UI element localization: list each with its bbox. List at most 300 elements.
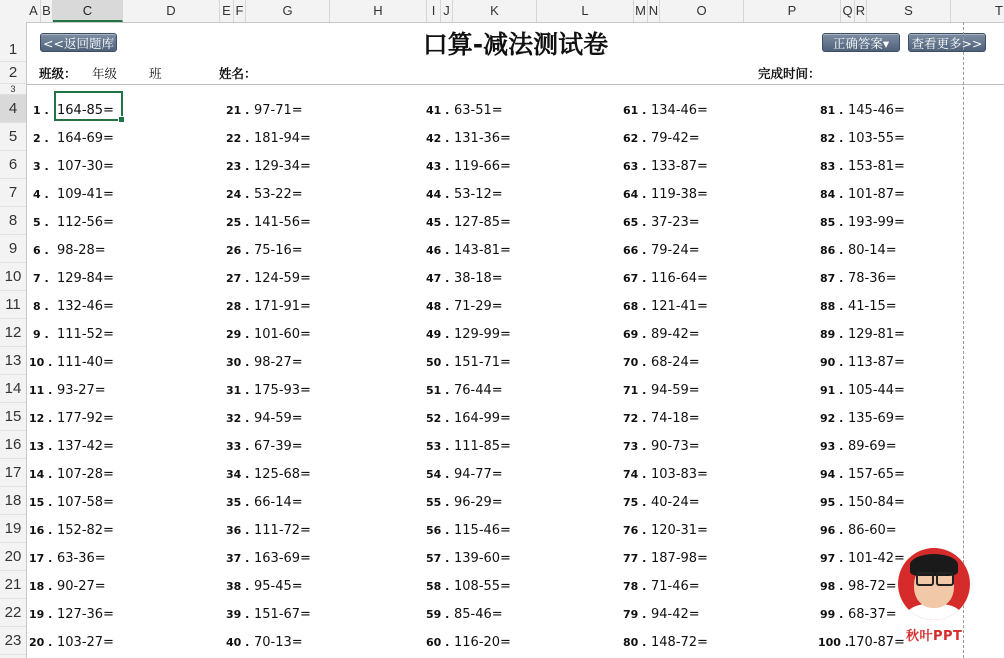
problem-number: 29 . xyxy=(226,328,250,341)
problem-item[interactable] xyxy=(224,97,414,125)
problem-expression: 37-23= xyxy=(651,215,700,230)
column-header-h[interactable]: H xyxy=(330,0,427,22)
problem-number: 3 . xyxy=(33,160,49,173)
problem-expression: 148-72= xyxy=(651,635,708,650)
problem-number: 36 . xyxy=(226,524,250,537)
problem-expression: 53-22= xyxy=(254,187,303,202)
column-header-l[interactable]: L xyxy=(537,0,634,22)
problem-item[interactable] xyxy=(224,517,414,545)
finish-time-label: 完成时间： xyxy=(758,66,821,81)
problem-expression: 76-44= xyxy=(454,383,503,398)
problem-item[interactable] xyxy=(224,573,414,601)
problem-item[interactable] xyxy=(818,489,1004,517)
problem-item[interactable] xyxy=(27,545,217,573)
problem-item[interactable] xyxy=(224,265,414,293)
problem-expression: 75-16= xyxy=(254,243,303,258)
problem-number: 62 . xyxy=(623,132,647,145)
problem-number: 61 . xyxy=(623,104,647,117)
problem-expression: 171-91= xyxy=(254,299,311,314)
problem-number: 77 . xyxy=(623,552,647,565)
problem-expression: 139-60= xyxy=(454,551,511,566)
problem-item[interactable] xyxy=(424,573,614,601)
problem-number: 82 . xyxy=(820,132,844,145)
problem-expression: 103-55= xyxy=(848,131,905,146)
problem-item[interactable] xyxy=(818,321,1004,349)
problem-item[interactable] xyxy=(818,97,1004,125)
problem-item[interactable] xyxy=(224,181,414,209)
problem-item[interactable] xyxy=(621,545,811,573)
problem-item[interactable] xyxy=(818,461,1004,489)
problem-expression: 129-81= xyxy=(848,327,905,342)
problem-expression: 96-29= xyxy=(454,495,503,510)
problem-expression: 103-83= xyxy=(651,467,708,482)
row-header-22[interactable]: 22 xyxy=(0,599,26,627)
problem-expression: 105-44= xyxy=(848,383,905,398)
problem-item[interactable] xyxy=(27,293,217,321)
problem-item[interactable] xyxy=(621,517,811,545)
problem-number: 64 . xyxy=(623,188,647,201)
problem-item[interactable] xyxy=(621,433,811,461)
problem-expression: 70-13= xyxy=(254,635,303,650)
problem-number: 87 . xyxy=(820,272,844,285)
class-label: 班级： xyxy=(39,66,77,81)
problem-expression: 127-85= xyxy=(454,215,511,230)
problem-expression: 153-81= xyxy=(848,159,905,174)
problem-number: 88 . xyxy=(820,300,844,313)
problem-expression: 163-69= xyxy=(254,551,311,566)
problem-item[interactable] xyxy=(27,377,217,405)
column-header-t[interactable]: T xyxy=(951,0,1004,22)
row-header-12[interactable]: 12 xyxy=(0,319,26,347)
problem-item[interactable] xyxy=(818,153,1004,181)
row-header-5[interactable]: 5 xyxy=(0,123,26,151)
problem-item[interactable] xyxy=(621,125,811,153)
problem-expression: 101-60= xyxy=(254,327,311,342)
problem-item[interactable] xyxy=(424,461,614,489)
problem-number: 58 . xyxy=(426,580,450,593)
problem-item[interactable] xyxy=(27,237,217,265)
problem-number: 67 . xyxy=(623,272,647,285)
problem-expression: 101-87= xyxy=(848,187,905,202)
problem-item[interactable] xyxy=(424,349,614,377)
row-header-16[interactable]: 16 xyxy=(0,431,26,459)
problem-expression: 116-20= xyxy=(454,635,511,650)
problem-expression: 111-85= xyxy=(454,439,511,454)
row-header-10[interactable]: 10 xyxy=(0,263,26,291)
problem-item[interactable] xyxy=(224,489,414,517)
problem-item[interactable] xyxy=(224,125,414,153)
problem-item[interactable] xyxy=(224,153,414,181)
problem-number: 27 . xyxy=(226,272,250,285)
problem-expression: 141-56= xyxy=(254,215,311,230)
problem-item[interactable] xyxy=(424,153,614,181)
problem-item[interactable] xyxy=(27,209,217,237)
problem-number: 75 . xyxy=(623,496,647,509)
problem-item[interactable] xyxy=(27,125,217,153)
problem-item[interactable] xyxy=(27,489,217,517)
column-header-e[interactable]: E xyxy=(220,0,234,22)
problem-expression: 79-24= xyxy=(651,243,700,258)
column-header-r[interactable]: R xyxy=(855,0,867,22)
problem-number: 48 . xyxy=(426,300,450,313)
problem-item[interactable] xyxy=(224,461,414,489)
problem-expression: 86-60= xyxy=(848,523,897,538)
problem-expression: 109-41= xyxy=(57,187,114,202)
problem-number: 37 . xyxy=(226,552,250,565)
problem-item[interactable] xyxy=(27,629,217,657)
problem-number: 7 . xyxy=(33,272,49,285)
problem-expression: 41-15= xyxy=(848,299,897,314)
problem-number: 6 . xyxy=(33,244,49,257)
problem-item[interactable] xyxy=(621,265,811,293)
row-header-9[interactable]: 9 xyxy=(0,235,26,263)
problem-item[interactable] xyxy=(621,601,811,629)
problem-expression: 68-37= xyxy=(848,607,897,622)
problem-number: 1 . xyxy=(33,104,49,117)
problem-number: 86 . xyxy=(820,244,844,257)
problem-number: 24 . xyxy=(226,188,250,201)
problem-item[interactable] xyxy=(27,321,217,349)
problem-expression: 79-42= xyxy=(651,131,700,146)
problem-expression: 94-77= xyxy=(454,467,503,482)
problem-expression: 125-68= xyxy=(254,467,311,482)
problem-item[interactable] xyxy=(621,153,811,181)
problem-item[interactable] xyxy=(818,405,1004,433)
problem-expression: 164-69= xyxy=(57,131,114,146)
page-title: 口算-减法测试卷 xyxy=(422,30,609,59)
problem-item[interactable] xyxy=(818,265,1004,293)
problem-expression: 74-18= xyxy=(651,411,700,426)
problem-item[interactable] xyxy=(27,517,217,545)
problem-expression: 94-59= xyxy=(254,411,303,426)
problem-expression: 66-14= xyxy=(254,495,303,510)
problem-number: 30 . xyxy=(226,356,250,369)
problem-number: 49 . xyxy=(426,328,450,341)
problem-number: 52 . xyxy=(426,412,450,425)
problem-item[interactable] xyxy=(27,405,217,433)
problem-number: 66 . xyxy=(623,244,647,257)
problem-item[interactable] xyxy=(424,545,614,573)
problem-item[interactable] xyxy=(621,349,811,377)
problem-expression: 131-36= xyxy=(454,131,511,146)
problem-number: 76 . xyxy=(623,524,647,537)
problem-number: 2 . xyxy=(33,132,49,145)
problem-item[interactable] xyxy=(424,517,614,545)
problem-item[interactable] xyxy=(27,265,217,293)
problem-number: 34 . xyxy=(226,468,250,481)
problem-expression: 71-29= xyxy=(454,299,503,314)
row-header-6[interactable]: 6 xyxy=(0,151,26,179)
problem-item[interactable] xyxy=(224,377,414,405)
brand-logo-text: 秋叶PPT xyxy=(906,629,963,644)
row-header-2[interactable]: 2 xyxy=(0,62,26,84)
problem-item[interactable] xyxy=(224,293,414,321)
problem-item[interactable] xyxy=(424,601,614,629)
problem-item[interactable] xyxy=(424,629,614,657)
problem-item[interactable] xyxy=(621,321,811,349)
problem-item[interactable] xyxy=(424,265,614,293)
problem-item[interactable] xyxy=(621,209,811,237)
problem-expression: 90-27= xyxy=(57,579,106,594)
problem-expression: 135-69= xyxy=(848,411,905,426)
column-header-m[interactable]: M xyxy=(634,0,648,22)
problem-expression: 151-67= xyxy=(254,607,311,622)
problem-expression: 164-99= xyxy=(454,411,511,426)
problem-expression: 187-98= xyxy=(651,551,708,566)
problem-expression: 111-40= xyxy=(57,355,114,370)
problem-number: 5 . xyxy=(33,216,49,229)
problem-item[interactable] xyxy=(224,405,414,433)
column-header-o[interactable]: O xyxy=(660,0,744,22)
problem-expression: 129-84= xyxy=(57,271,114,286)
problem-expression: 97-71= xyxy=(254,103,303,118)
problem-item[interactable] xyxy=(621,293,811,321)
problem-item[interactable] xyxy=(224,601,414,629)
problem-expression: 112-56= xyxy=(57,215,114,230)
problem-number: 45 . xyxy=(426,216,450,229)
row-header-13[interactable]: 13 xyxy=(0,347,26,375)
problem-number: 16 . xyxy=(29,524,53,537)
problem-number: 79 . xyxy=(623,608,647,621)
column-header-f[interactable]: F xyxy=(234,0,246,22)
problem-item[interactable] xyxy=(424,377,614,405)
problem-item[interactable] xyxy=(224,209,414,237)
problem-item[interactable] xyxy=(27,461,217,489)
problem-number: 99 . xyxy=(820,608,844,621)
problem-item[interactable] xyxy=(424,321,614,349)
problem-item[interactable] xyxy=(621,461,811,489)
view-more-button[interactable]: 查看更多>> xyxy=(908,33,986,52)
problem-item[interactable] xyxy=(424,433,614,461)
problem-number: 13 . xyxy=(29,440,53,453)
column-header-b[interactable]: B xyxy=(41,0,53,22)
problem-number: 97 . xyxy=(820,552,844,565)
problem-item[interactable] xyxy=(621,181,811,209)
back-to-bank-button[interactable]: <<返回题库 xyxy=(40,33,117,52)
problem-number: 55 . xyxy=(426,496,450,509)
column-header-n[interactable]: N xyxy=(648,0,660,22)
problem-item[interactable] xyxy=(818,181,1004,209)
problem-number: 83 . xyxy=(820,160,844,173)
problem-number: 63 . xyxy=(623,160,647,173)
ban-label: 班 xyxy=(149,66,162,81)
problem-item[interactable] xyxy=(621,573,811,601)
problem-expression: 124-59= xyxy=(254,271,311,286)
problem-expression: 98-27= xyxy=(254,355,303,370)
row-header-3[interactable]: 3 xyxy=(0,84,26,95)
problem-expression: 137-42= xyxy=(57,439,114,454)
problem-number: 17 . xyxy=(29,552,53,565)
row-header-15[interactable]: 15 xyxy=(0,403,26,431)
problem-expression: 63-36= xyxy=(57,551,106,566)
problem-item[interactable] xyxy=(27,153,217,181)
column-header-k[interactable]: K xyxy=(453,0,537,22)
problem-expression: 129-99= xyxy=(454,327,511,342)
problem-item[interactable] xyxy=(27,349,217,377)
problem-item[interactable] xyxy=(818,293,1004,321)
problem-item[interactable] xyxy=(424,97,614,125)
problem-number: 94 . xyxy=(820,468,844,481)
problem-expression: 38-18= xyxy=(454,271,503,286)
problem-number: 93 . xyxy=(820,440,844,453)
row-header-20[interactable]: 20 xyxy=(0,543,26,571)
problem-number: 11 . xyxy=(29,384,53,397)
problem-number: 20 . xyxy=(29,636,53,649)
problem-item[interactable] xyxy=(424,125,614,153)
correct-answer-button[interactable]: 正确答案▾ xyxy=(822,33,900,52)
problem-item[interactable] xyxy=(424,181,614,209)
problem-item[interactable] xyxy=(224,629,414,657)
problem-number: 50 . xyxy=(426,356,450,369)
problem-item[interactable] xyxy=(27,181,217,209)
row-header-19[interactable]: 19 xyxy=(0,515,26,543)
problem-expression: 170-87= xyxy=(848,635,905,650)
problem-item[interactable] xyxy=(818,237,1004,265)
row-header-14[interactable]: 14 xyxy=(0,375,26,403)
problem-item[interactable] xyxy=(621,377,811,405)
problem-expression: 95-45= xyxy=(254,579,303,594)
problem-item[interactable] xyxy=(27,601,217,629)
row-header-17[interactable]: 17 xyxy=(0,459,26,487)
problem-number: 42 . xyxy=(426,132,450,145)
problem-item[interactable] xyxy=(224,321,414,349)
problem-item[interactable] xyxy=(224,237,414,265)
problem-item[interactable] xyxy=(224,433,414,461)
row-header-1[interactable]: 1 xyxy=(0,22,26,62)
problem-expression: 94-59= xyxy=(651,383,700,398)
problem-expression: 177-92= xyxy=(57,411,114,426)
problem-number: 44 . xyxy=(426,188,450,201)
problem-number: 8 . xyxy=(33,300,49,313)
row-header-7[interactable]: 7 xyxy=(0,179,26,207)
row-header-8[interactable]: 8 xyxy=(0,207,26,235)
column-header-i[interactable]: I xyxy=(427,0,441,22)
problem-expression: 80-14= xyxy=(848,243,897,258)
problem-item[interactable] xyxy=(621,489,811,517)
problem-item[interactable] xyxy=(621,97,811,125)
problem-number: 43 . xyxy=(426,160,450,173)
problem-number: 98 . xyxy=(820,580,844,593)
problem-number: 72 . xyxy=(623,412,647,425)
header-divider xyxy=(27,84,1004,85)
problem-item[interactable] xyxy=(818,517,1004,545)
column-header-g[interactable]: G xyxy=(246,0,330,22)
column-header-p[interactable]: P xyxy=(744,0,841,22)
problem-number: 68 . xyxy=(623,300,647,313)
grade-label: 年级 xyxy=(92,66,118,81)
row-header-18[interactable]: 18 xyxy=(0,487,26,515)
problem-number: 100 . xyxy=(818,636,849,649)
problem-expression: 108-55= xyxy=(454,579,511,594)
problem-expression: 145-46= xyxy=(848,103,905,118)
problem-number: 41 . xyxy=(426,104,450,117)
problem-number: 92 . xyxy=(820,412,844,425)
problem-number: 51 . xyxy=(426,384,450,397)
problem-expression: 71-46= xyxy=(651,579,700,594)
problem-number: 47 . xyxy=(426,272,450,285)
problem-expression: 89-69= xyxy=(848,439,897,454)
problem-number: 12 . xyxy=(29,412,53,425)
problem-expression: 103-27= xyxy=(57,635,114,650)
problem-expression: 89-42= xyxy=(651,327,700,342)
problem-item[interactable] xyxy=(27,573,217,601)
problem-item[interactable] xyxy=(818,433,1004,461)
active-cell-cursor[interactable] xyxy=(54,91,123,121)
problem-number: 31 . xyxy=(226,384,250,397)
column-header-q[interactable]: Q xyxy=(841,0,855,22)
problem-expression: 78-36= xyxy=(848,271,897,286)
problem-item[interactable] xyxy=(621,237,811,265)
problem-item[interactable] xyxy=(424,237,614,265)
problem-number: 70 . xyxy=(623,356,647,369)
problem-number: 65 . xyxy=(623,216,647,229)
problem-number: 38 . xyxy=(226,580,250,593)
problem-number: 23 . xyxy=(226,160,250,173)
problem-expression: 175-93= xyxy=(254,383,311,398)
problem-number: 4 . xyxy=(33,188,49,201)
row-header-21[interactable]: 21 xyxy=(0,571,26,599)
problem-number: 28 . xyxy=(226,300,250,313)
problem-number: 90 . xyxy=(820,356,844,369)
problem-item[interactable] xyxy=(818,209,1004,237)
problem-number: 73 . xyxy=(623,440,647,453)
problem-item[interactable] xyxy=(424,293,614,321)
column-header-d[interactable]: D xyxy=(123,0,220,22)
column-header-c[interactable]: C xyxy=(53,0,123,22)
problem-number: 56 . xyxy=(426,524,450,537)
problem-expression: 63-51= xyxy=(454,103,503,118)
problem-item[interactable] xyxy=(424,489,614,517)
problem-number: 59 . xyxy=(426,608,450,621)
column-header-a[interactable]: A xyxy=(27,0,41,22)
problem-item[interactable] xyxy=(224,545,414,573)
problem-item[interactable] xyxy=(424,405,614,433)
problem-expression: 157-65= xyxy=(848,467,905,482)
row-header-23[interactable]: 23 xyxy=(0,627,26,655)
problem-number: 74 . xyxy=(623,468,647,481)
problem-expression: 127-36= xyxy=(57,607,114,622)
problem-number: 78 . xyxy=(623,580,647,593)
problem-item[interactable] xyxy=(224,349,414,377)
problem-item[interactable] xyxy=(27,433,217,461)
problem-expression: 93-27= xyxy=(57,383,106,398)
problem-expression: 107-30= xyxy=(57,159,114,174)
problem-number: 54 . xyxy=(426,468,450,481)
problem-item[interactable] xyxy=(818,349,1004,377)
problem-number: 22 . xyxy=(226,132,250,145)
problem-number: 40 . xyxy=(226,636,250,649)
problem-item[interactable] xyxy=(424,209,614,237)
problem-number: 53 . xyxy=(426,440,450,453)
problem-number: 95 . xyxy=(820,496,844,509)
problem-expression: 113-87= xyxy=(848,355,905,370)
row-header-11[interactable]: 11 xyxy=(0,291,26,319)
problem-item[interactable] xyxy=(621,405,811,433)
column-header-j[interactable]: J xyxy=(441,0,453,22)
column-header-s[interactable]: S xyxy=(867,0,951,22)
problem-number: 19 . xyxy=(29,608,53,621)
problem-item[interactable] xyxy=(818,125,1004,153)
problem-item[interactable] xyxy=(818,377,1004,405)
row-header-4[interactable]: 4 xyxy=(0,95,26,123)
problem-expression: 181-94= xyxy=(254,131,311,146)
problem-number: 85 . xyxy=(820,216,844,229)
problem-item[interactable] xyxy=(621,629,811,657)
problem-expression: 119-66= xyxy=(454,159,511,174)
problem-number: 9 . xyxy=(33,328,49,341)
problem-expression: 90-73= xyxy=(651,439,700,454)
worksheet[interactable] xyxy=(27,22,1004,658)
